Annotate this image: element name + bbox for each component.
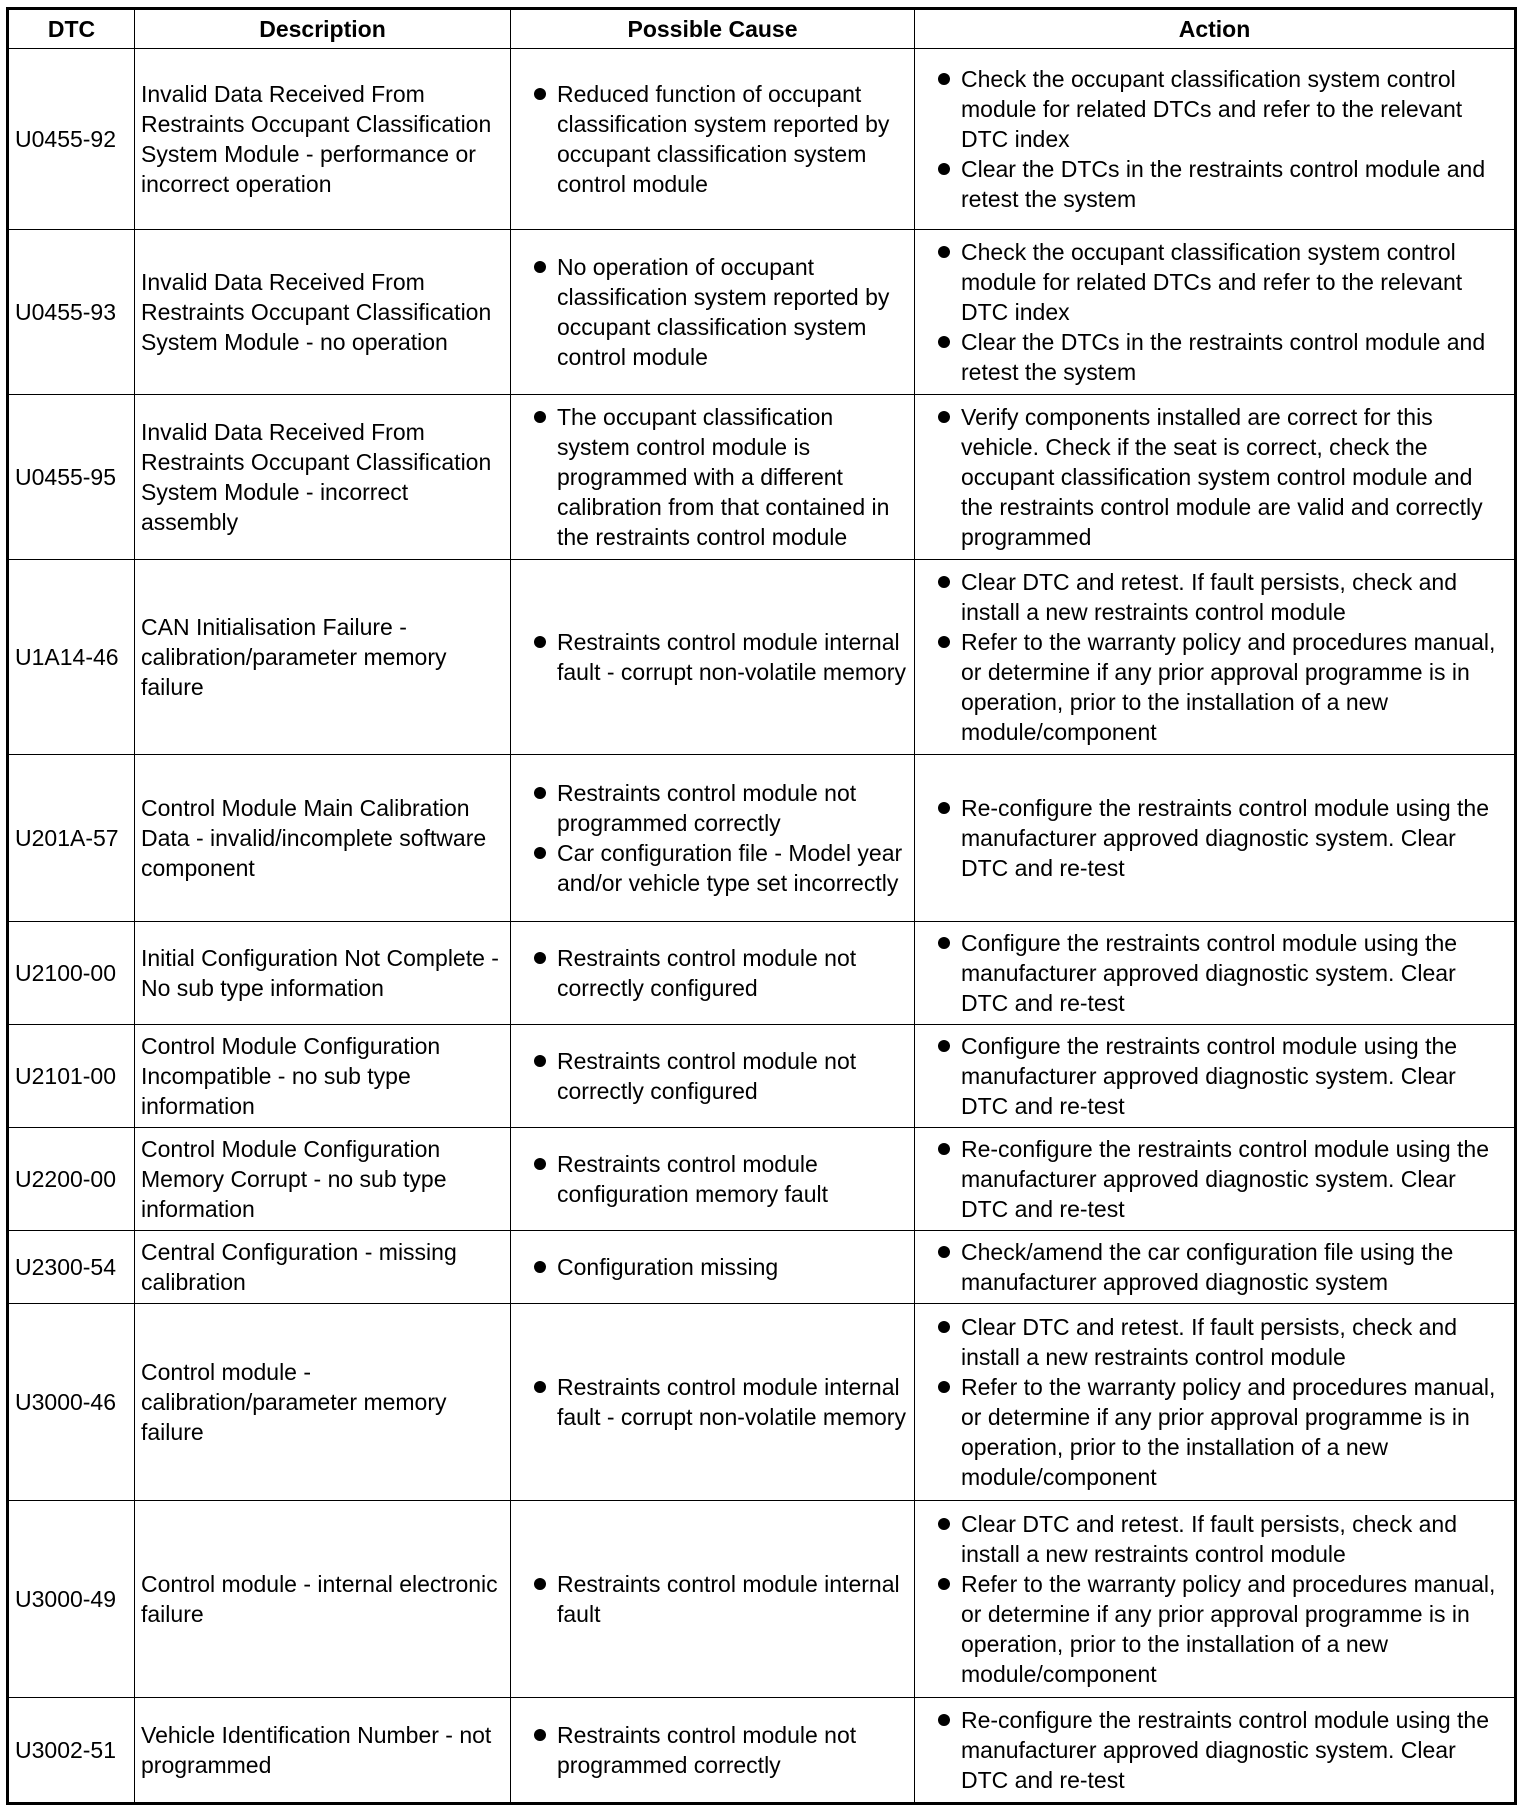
action-cell-list <box>921 567 1508 747</box>
dtc-code: U3002-51 <box>8 1698 135 1804</box>
table-row <box>8 1231 1516 1304</box>
action-cell <box>915 1304 1516 1501</box>
action-item: Configure the restraints control module using the manufacturer approved diagnostic system. Clear DTC and re-test <box>921 1031 1508 1121</box>
possible-cause-item: Restraints control module not programmed correctly <box>517 778 908 838</box>
action-cell-list <box>921 928 1508 1018</box>
header-action: Action <box>915 9 1516 49</box>
table-row <box>8 49 1516 230</box>
action-cell <box>915 560 1516 755</box>
possible-cause-cell-list <box>517 1372 908 1432</box>
possible-cause-cell-list <box>517 778 908 898</box>
header-dtc: DTC <box>8 9 135 49</box>
dtc-description: Control module - calibration/parameter memory failure <box>135 1304 511 1501</box>
table-row <box>8 755 1516 922</box>
possible-cause-cell <box>511 1231 915 1304</box>
dtc-code: U0455-93 <box>8 230 135 395</box>
action-cell <box>915 1231 1516 1304</box>
possible-cause-cell <box>511 1698 915 1804</box>
possible-cause-cell <box>511 230 915 395</box>
action-cell <box>915 755 1516 922</box>
action-cell-list <box>921 1705 1508 1795</box>
possible-cause-item: Restraints control module configuration memory fault <box>517 1149 908 1209</box>
dtc-code: U0455-92 <box>8 49 135 230</box>
action-item: Refer to the warranty policy and procedures manual, or determine if any prior approval programme is in operation, prior to the installation of a new module/component <box>921 1372 1508 1492</box>
action-cell <box>915 49 1516 230</box>
dtc-table <box>6 7 1517 1805</box>
action-cell-list <box>921 793 1508 883</box>
table-row <box>8 1501 1516 1698</box>
dtc-description: Control Module Configuration Memory Corrupt - no sub type information <box>135 1128 511 1231</box>
dtc-description: Control Module Configuration Incompatible - no sub type information <box>135 1025 511 1128</box>
action-cell-list <box>921 1031 1508 1121</box>
table-row <box>8 1025 1516 1128</box>
table-row <box>8 230 1516 395</box>
action-item: Re-configure the restraints control module using the manufacturer approved diagnostic system. Clear DTC and re-test <box>921 793 1508 883</box>
dtc-code: U0455-95 <box>8 395 135 560</box>
action-cell-list <box>921 1237 1508 1297</box>
dtc-code: U2100-00 <box>8 922 135 1025</box>
dtc-code: U2300-54 <box>8 1231 135 1304</box>
possible-cause-cell <box>511 560 915 755</box>
action-item: Clear DTC and retest. If fault persists, check and install a new restraints control module <box>921 1312 1508 1372</box>
header-description: Description <box>135 9 511 49</box>
possible-cause-item: Restraints control module internal fault <box>517 1569 908 1629</box>
possible-cause-cell <box>511 1304 915 1501</box>
action-cell-list <box>921 237 1508 387</box>
dtc-description: Invalid Data Received From Restraints Occupant Classification System Module - no operation <box>135 230 511 395</box>
action-item: Clear DTC and retest. If fault persists, check and install a new restraints control module <box>921 1509 1508 1569</box>
table-row <box>8 922 1516 1025</box>
possible-cause-cell <box>511 49 915 230</box>
action-cell <box>915 1501 1516 1698</box>
table-row <box>8 1304 1516 1501</box>
dtc-code: U2101-00 <box>8 1025 135 1128</box>
dtc-code: U201A-57 <box>8 755 135 922</box>
action-item: Clear DTC and retest. If fault persists, check and install a new restraints control module <box>921 567 1508 627</box>
action-item: Verify components installed are correct for this vehicle. Check if the seat is correct, check the occupant classification system control module and the restraints control module are valid and correctly programmed <box>921 402 1508 552</box>
possible-cause-cell-list <box>517 1569 908 1629</box>
table-row <box>8 1128 1516 1231</box>
possible-cause-item: Reduced function of occupant classification system reported by occupant classification system control module <box>517 79 908 199</box>
possible-cause-cell-list <box>517 252 908 372</box>
dtc-description: Initial Configuration Not Complete - No sub type information <box>135 922 511 1025</box>
possible-cause-cell <box>511 1501 915 1698</box>
dtc-description: Invalid Data Received From Restraints Occupant Classification System Module - incorrect assembly <box>135 395 511 560</box>
action-cell-list <box>921 1312 1508 1492</box>
dtc-description: Vehicle Identification Number - not programmed <box>135 1698 511 1804</box>
action-item: Check the occupant classification system control module for related DTCs and refer to the relevant DTC index <box>921 64 1508 154</box>
action-cell <box>915 1025 1516 1128</box>
possible-cause-item: The occupant classification system control module is programmed with a different calibration from that contained in the restraints control module <box>517 402 908 552</box>
action-cell <box>915 1128 1516 1231</box>
action-cell <box>915 1698 1516 1804</box>
possible-cause-item: Configuration missing <box>517 1252 908 1282</box>
action-item: Clear the DTCs in the restraints control module and retest the system <box>921 327 1508 387</box>
action-cell <box>915 395 1516 560</box>
action-cell-list <box>921 1134 1508 1224</box>
action-cell-list <box>921 1509 1508 1689</box>
possible-cause-cell-list <box>517 1252 908 1282</box>
dtc-code: U3000-49 <box>8 1501 135 1698</box>
dtc-description: CAN Initialisation Failure - calibration/parameter memory failure <box>135 560 511 755</box>
action-cell-list <box>921 402 1508 552</box>
possible-cause-cell <box>511 1128 915 1231</box>
table-body <box>8 49 1516 1804</box>
action-cell <box>915 230 1516 395</box>
dtc-code: U3000-46 <box>8 1304 135 1501</box>
dtc-description: Control module - internal electronic failure <box>135 1501 511 1698</box>
action-item: Configure the restraints control module using the manufacturer approved diagnostic system. Clear DTC and re-test <box>921 928 1508 1018</box>
possible-cause-cell-list <box>517 943 908 1003</box>
possible-cause-cell-list <box>517 1720 908 1780</box>
possible-cause-cell-list <box>517 1046 908 1106</box>
table-row <box>8 560 1516 755</box>
header-row <box>8 9 1516 49</box>
possible-cause-cell <box>511 1025 915 1128</box>
possible-cause-cell <box>511 755 915 922</box>
action-item: Refer to the warranty policy and procedures manual, or determine if any prior approval programme is in operation, prior to the installation of a new module/component <box>921 627 1508 747</box>
possible-cause-item: No operation of occupant classification system reported by occupant classification system control module <box>517 252 908 372</box>
possible-cause-item: Car configuration file - Model year and/or vehicle type set incorrectly <box>517 838 908 898</box>
dtc-description: Control Module Main Calibration Data - invalid/incomplete software component <box>135 755 511 922</box>
dtc-code: U1A14-46 <box>8 560 135 755</box>
possible-cause-cell <box>511 395 915 560</box>
dtc-code: U2200-00 <box>8 1128 135 1231</box>
possible-cause-item: Restraints control module not correctly configured <box>517 1046 908 1106</box>
possible-cause-cell-list <box>517 402 908 552</box>
table-row <box>8 1698 1516 1804</box>
possible-cause-cell <box>511 922 915 1025</box>
possible-cause-cell-list <box>517 627 908 687</box>
header-possible-cause: Possible Cause <box>511 9 915 49</box>
possible-cause-item: Restraints control module internal fault - corrupt non-volatile memory <box>517 627 908 687</box>
action-item: Refer to the warranty policy and procedures manual, or determine if any prior approval programme is in operation, prior to the installation of a new module/component <box>921 1569 1508 1689</box>
action-cell-list <box>921 64 1508 214</box>
action-item: Check the occupant classification system control module for related DTCs and refer to the relevant DTC index <box>921 237 1508 327</box>
possible-cause-item: Restraints control module not correctly configured <box>517 943 908 1003</box>
action-item: Clear the DTCs in the restraints control module and retest the system <box>921 154 1508 214</box>
action-cell <box>915 922 1516 1025</box>
dtc-description: Central Configuration - missing calibration <box>135 1231 511 1304</box>
possible-cause-cell-list <box>517 79 908 199</box>
possible-cause-item: Restraints control module not programmed correctly <box>517 1720 908 1780</box>
dtc-description: Invalid Data Received From Restraints Occupant Classification System Module - performance or incorrect operation <box>135 49 511 230</box>
action-item: Re-configure the restraints control module using the manufacturer approved diagnostic system. Clear DTC and re-test <box>921 1134 1508 1224</box>
action-item: Check/amend the car configuration file using the manufacturer approved diagnostic system <box>921 1237 1508 1297</box>
possible-cause-cell-list <box>517 1149 908 1209</box>
possible-cause-item: Restraints control module internal fault - corrupt non-volatile memory <box>517 1372 908 1432</box>
action-item: Re-configure the restraints control module using the manufacturer approved diagnostic system. Clear DTC and re-test <box>921 1705 1508 1795</box>
table-row <box>8 395 1516 560</box>
